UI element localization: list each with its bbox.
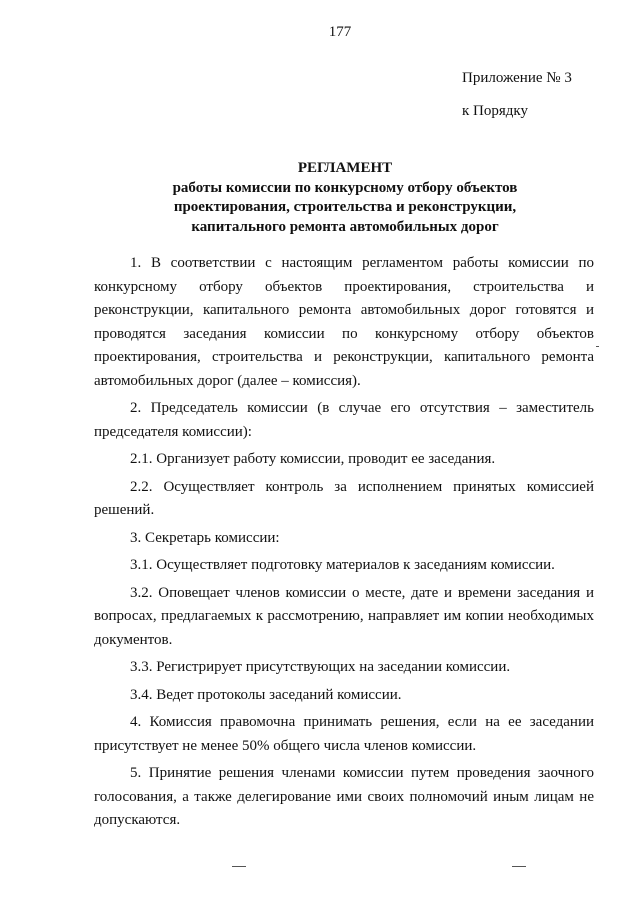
paragraph-3: 3. Секретарь комиссии: (130, 529, 280, 546)
scan-speck (232, 866, 246, 867)
paragraph-3-1: 3.1. Осуществляет подготовку материалов к заседаниям комиссии. (130, 557, 555, 573)
page-number: 177 (328, 24, 352, 40)
document-title (95, 159, 595, 237)
paragraph-3-4: 3.4. Ведет протоколы заседаний комиссии. (130, 686, 402, 703)
title-subtitle-line-3: капитального ремонта автомобильных дорог (191, 218, 499, 235)
paragraph-2-2: 2.2. Осуществляет контроль за исполнением принятых комиссией решений. (94, 478, 594, 518)
scan-speck (596, 346, 599, 347)
regulation-body (94, 252, 594, 837)
title-subtitle-line-2: проектирования, строительства и реконструкции, (173, 199, 517, 215)
paragraph-4: 4. Комиссия правомочна принимать решения, если на ее заседании присутствует не менее 50% общего числа членов комиссии. (94, 714, 594, 754)
paragraph-2-1: 2.1. Организует работу комиссии, проводит ее заседания. (130, 451, 496, 467)
appendix-label: Приложение № 3 (462, 70, 572, 86)
title-heading: РЕГЛАМЕНТ (297, 160, 393, 176)
paragraph-2: 2. Председатель комиссии (в случае его отсутствия – заместитель председателя комиссии): (94, 400, 594, 440)
paragraph-5: 5. Принятие решения членами комиссии путем проведения заочного голосования, а также делегирование ими своих полномочий иным лицам не допускаются. (94, 765, 594, 828)
paragraph-1: 1. В соответствии с настоящим регламентом работы комиссии по конкурсному отбору объектов проектирования, строительства и реконструкции, капитального ремонта автомобильных дорог готовятся и проводятся заседания комиссии по конкурсному отбору объектов проектирования, строительства и реконструкции, капитального ремонта автомобильных дорог (далее – комиссия). (94, 255, 594, 389)
paragraph-3-2: 3.2. Оповещает членов комиссии о месте, дате и времени заседания и вопросах, предлагаемых к рассмотрению, направляет им копии необходимых документов. (94, 584, 594, 648)
paragraph-3-3: 3.3. Регистрирует присутствующих на заседании комиссии. (130, 659, 511, 675)
title-subtitle-line-1: работы комиссии по конкурсному отбору объектов (172, 179, 518, 196)
appendix-reference: к Порядку (462, 103, 528, 119)
scan-speck (512, 866, 526, 867)
